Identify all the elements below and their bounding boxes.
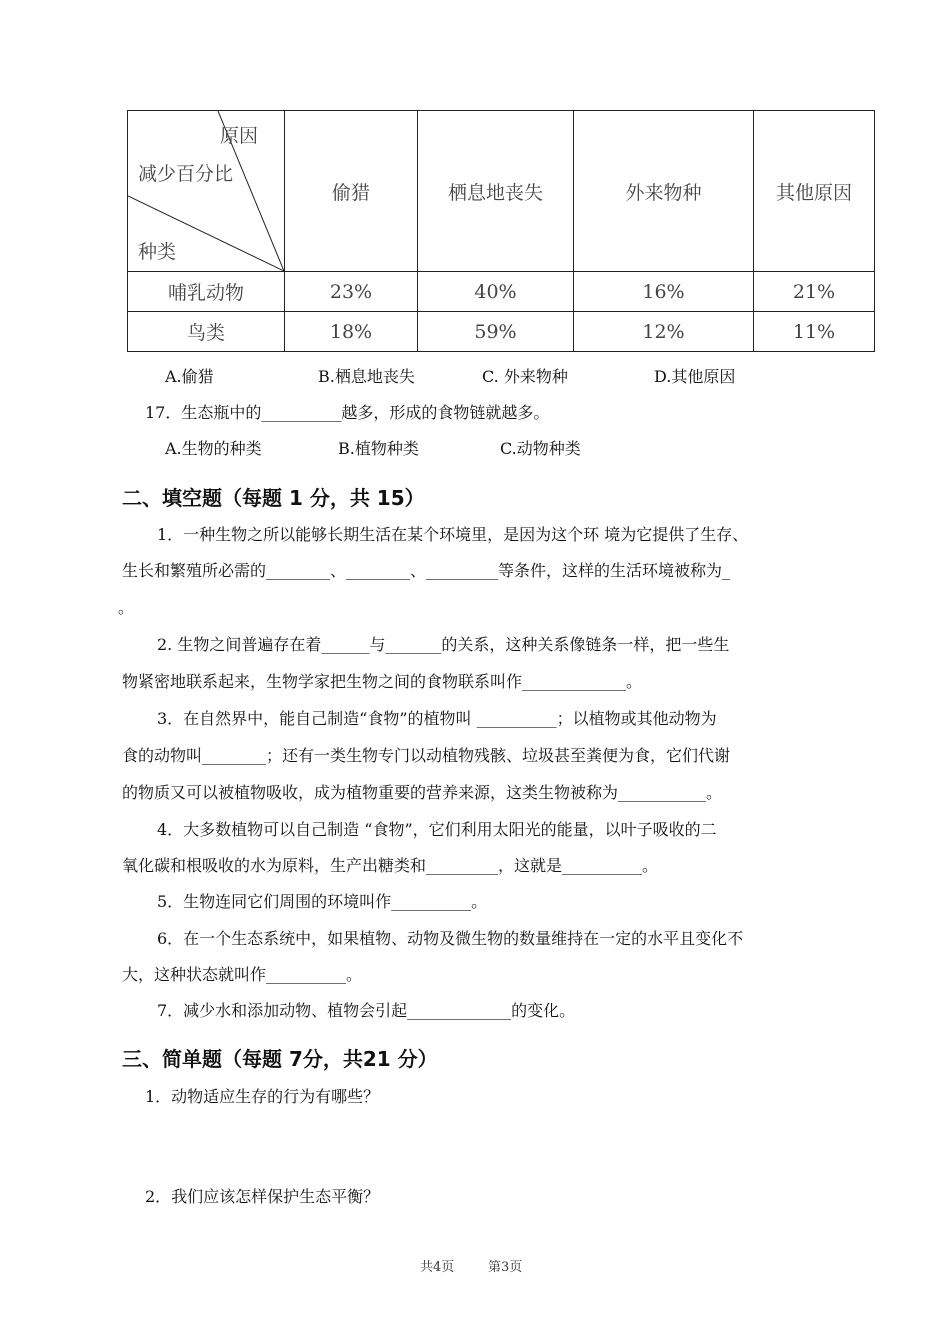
q17-stem: 17．生态瓶中的__________越多，形成的食物链就越多。 [145, 403, 550, 422]
s2-line: 5．生物连同它们周围的环境叫作__________。 [157, 892, 488, 911]
q17-option-c: C.动物种类 [500, 439, 581, 458]
header-other-reasons: 其他原因 [754, 111, 875, 272]
footer-current-page: 第3页 [488, 1260, 523, 1275]
s2-line: 物紧密地联系起来，生物学家把生物之间的食物联系叫作_____________。 [122, 672, 643, 691]
table-cell: 59% [418, 312, 574, 352]
q16-option-d: D.其他原因 [654, 367, 736, 386]
table-cell: 16% [574, 272, 754, 312]
s2-line: 7．减少水和添加动物、植物会引起_____________的变化。 [157, 1001, 576, 1020]
s2-line: 氧化碳和根吸收的水为原料，生产出糖类和_________，这就是__________。 [122, 856, 659, 875]
corner-label-percent: 减少百分比 [138, 163, 234, 185]
s2-line: 生长和繁殖所必需的________、________、_________等条件，这样的生活环境被称为_ [122, 561, 731, 580]
footer-total-pages: 共4页 [420, 1260, 455, 1275]
section3-title: 三、简单题（每题 7分，共21 分） [122, 1047, 438, 1071]
table-row [128, 272, 875, 312]
table-cell: 21% [754, 272, 875, 312]
corner-label-reason: 原因 [220, 125, 259, 147]
table-cell: 12% [574, 312, 754, 352]
section2-title: 二、填空题（每题 1 分，共 15） [122, 486, 425, 510]
diagonal-header-cell [128, 111, 285, 272]
q17-option-b: B.植物种类 [338, 439, 419, 458]
header-poaching: 偷猎 [285, 111, 418, 272]
table-header-row [128, 111, 875, 272]
s3-question-2: 2．我们应该怎样保护生态平衡？ [145, 1187, 380, 1206]
table-cell: 11% [754, 312, 875, 352]
q16-option-a: A.偷猎 [165, 367, 214, 386]
row-label: 鸟类 [128, 312, 285, 352]
table-cell: 18% [285, 312, 418, 352]
header-habitat-loss: 栖息地丧失 [418, 111, 574, 272]
table-cell: 40% [418, 272, 574, 312]
table-row [128, 312, 875, 352]
s2-line: 1．一种生物之所以能够长期生活在某个环境里，是因为这个环 境为它提供了生存、 [157, 525, 749, 544]
header-alien-species: 外来物种 [574, 111, 754, 272]
s2-line: 2. 生物之间普遍存在着______与_______的关系，这种关系像链条一样，把一些生 [157, 635, 730, 654]
s2-line: 食的动物叫________；还有一类生物专门以动植物残骸、垃圾甚至粪便为食，它们代谢 [122, 746, 731, 765]
species-decline-table [127, 110, 875, 352]
s2-line: 的物质又可以被植物吸收，成为植物重要的营养来源，这类生物被称为___________。 [122, 783, 723, 802]
q17-option-a: A.生物的种类 [165, 439, 262, 458]
q16-option-c: C. 外来物种 [482, 367, 568, 386]
s2-line: 4．大多数植物可以自己制造 “食物”，它们利用太阳光的能量，以叶子吸收的二 [157, 820, 717, 839]
row-label: 哺乳动物 [128, 272, 285, 312]
corner-label-species: 种类 [138, 241, 177, 263]
table-cell: 23% [285, 272, 418, 312]
s2-line: 3．在自然界中，能自己制造“食物”的植物叫 __________；以植物或其他动物为 [157, 709, 717, 728]
s2-line: 。 [118, 598, 135, 617]
q16-option-b: B.栖息地丧失 [318, 367, 415, 386]
s2-line: 大，这种状态就叫作__________。 [122, 965, 363, 984]
s3-question-1: 1．动物适应生存的行为有哪些？ [145, 1087, 380, 1106]
s2-line: 6．在一个生态系统中，如果植物、动物及微生物的数量维持在一定的水平且变化不 [157, 929, 744, 948]
